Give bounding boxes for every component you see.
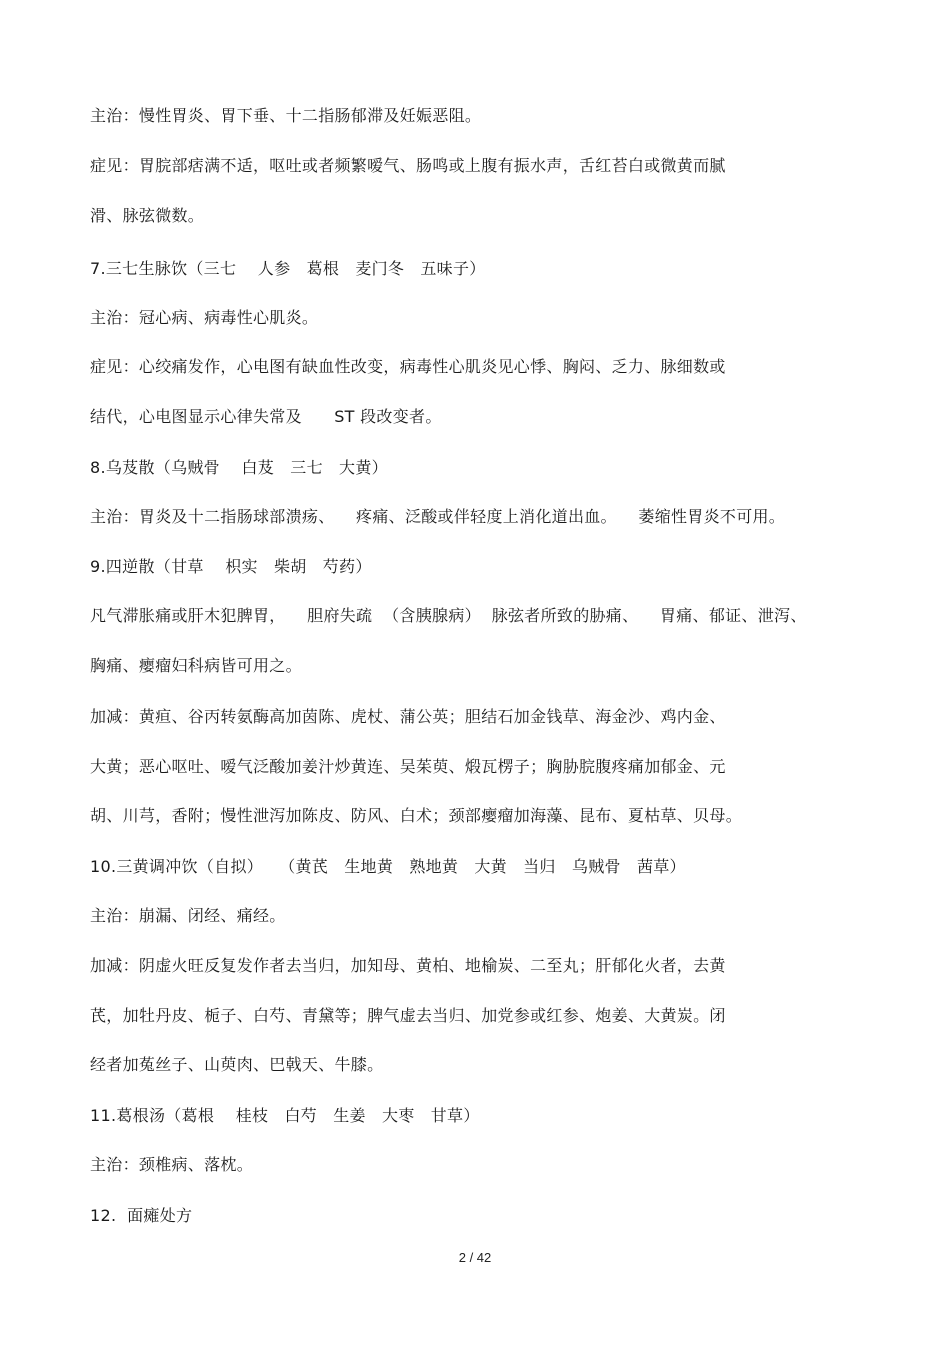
page-number: 2 / 42 [458, 1250, 492, 1265]
text-line: 症见：胃脘部痞满不适，呕吐或者频繁嗳气、肠鸣或上腹有振水声，舌红苔白或微黄而腻 [90, 156, 726, 175]
text-line: 主治：胃炎及十二指肠球部溃疡、 疼痛、泛酸或伴轻度上消化道出血。 萎缩性胃炎不可用。 [90, 507, 786, 526]
text-line: 芪，加牡丹皮、栀子、白芍、青黛等；脾气虚去当归、加党参或红参、炮姜、大黄炭。闭 [90, 1006, 726, 1025]
text-line: 主治：颈椎病、落枕。 [90, 1155, 254, 1174]
text-line: 主治：冠心病、病毒性心肌炎。 [90, 308, 319, 327]
section-heading: 10.三黄调冲饮（自拟） （黄芪 生地黄 熟地黄 大黄 当归 乌贼骨 茜草） [90, 857, 686, 876]
text-line: 结代，心电图显示心律失常及 ST 段改变者。 [90, 407, 442, 426]
text-line: 经者加菟丝子、山萸肉、巴戟天、牛膝。 [90, 1055, 384, 1074]
text-line: 加减：黄疸、谷丙转氨酶高加茵陈、虎杖、蒲公英；胆结石加金钱草、海金沙、鸡内金、 [90, 707, 726, 726]
text-line: 加减：阴虚火旺反复发作者去当归，加知母、黄柏、地榆炭、二至丸；肝郁化火者，去黄 [90, 956, 726, 975]
section-heading: 11.葛根汤（葛根 桂枝 白芍 生姜 大枣 甘草） [90, 1106, 480, 1125]
text-line: 症见：心绞痛发作，心电图有缺血性改变，病毒性心肌炎见心悸、胸闷、乏力、脉细数或 [90, 357, 726, 376]
section-heading: 12. 面瘫处方 [90, 1206, 193, 1225]
text-line: 胸痛、瘿瘤妇科病皆可用之。 [90, 656, 302, 675]
text-line: 主治：慢性胃炎、胃下垂、十二指肠郁滞及妊娠恶阻。 [90, 106, 482, 125]
text-line: 主治：崩漏、闭经、痛经。 [90, 906, 286, 925]
text-line: 滑、脉弦微数。 [90, 206, 205, 225]
text-line: 凡气滞胀痛或肝木犯脾胃， 胆府失疏 （含胰腺病） 脉弦者所致的胁痛、 胃痛、郁证、泄泻、 [90, 606, 807, 625]
text-line: 大黄；恶心呕吐、嗳气泛酸加姜汁炒黄连、吴茱萸、煅瓦楞子；胸胁脘腹疼痛加郁金、元 [90, 757, 726, 776]
section-heading: 7.三七生脉饮（三七 人参 葛根 麦门冬 五味子） [90, 259, 486, 278]
section-heading: 8.乌芨散（乌贼骨 白芨 三七 大黄） [90, 458, 388, 477]
text-line: 胡、川芎，香附；慢性泄泻加陈皮、防风、白术；颈部瘿瘤加海藻、昆布、夏枯草、贝母。 [90, 806, 743, 825]
section-heading: 9.四逆散（甘草 枳实 柴胡 芍药） [90, 557, 372, 576]
